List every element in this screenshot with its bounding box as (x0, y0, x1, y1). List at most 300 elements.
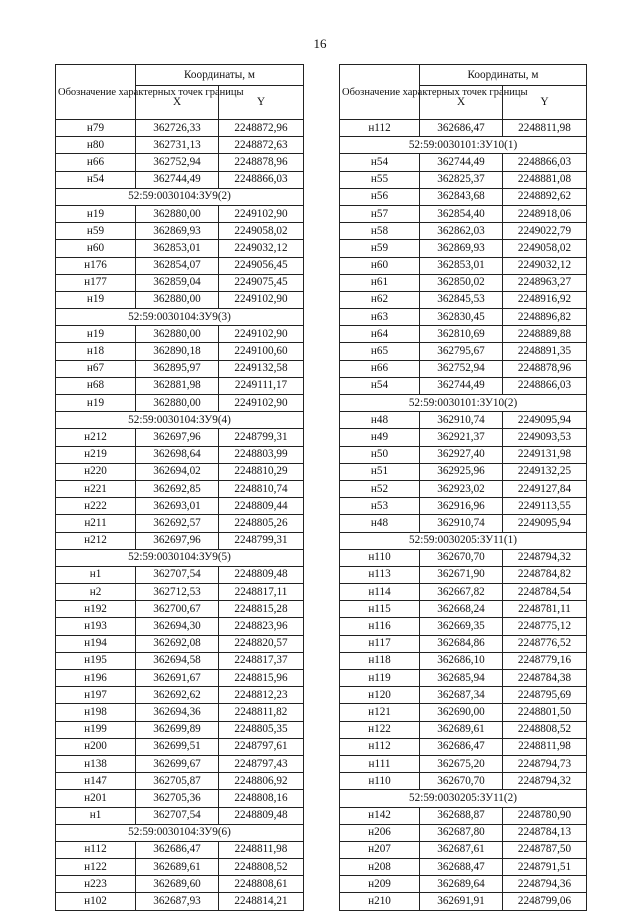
x-coordinate-cell: 362895,97 (136, 360, 219, 377)
header-y: Y (219, 86, 304, 120)
point-name-cell: н54 (56, 171, 136, 188)
y-coordinate-cell: 2248794,73 (503, 755, 587, 772)
point-name-cell: н117 (340, 635, 420, 652)
point-name-cell: н207 (340, 841, 420, 858)
y-coordinate-cell: 2249131,98 (503, 446, 587, 463)
y-coordinate-cell: 2248784,38 (503, 670, 587, 687)
point-name-cell: н111 (340, 755, 420, 772)
x-coordinate-cell: 362707,54 (136, 807, 219, 824)
table-row (340, 566, 587, 583)
y-coordinate-cell: 2249095,94 (503, 515, 587, 532)
table-row (56, 360, 304, 377)
point-name-cell: н60 (56, 240, 136, 257)
table-row (340, 291, 587, 308)
x-coordinate-cell: 362685,94 (420, 670, 503, 687)
table-row (56, 498, 304, 515)
x-coordinate-cell: 362825,37 (420, 171, 503, 188)
x-coordinate-cell: 362853,01 (420, 257, 503, 274)
x-coordinate-cell: 362830,45 (420, 309, 503, 326)
x-coordinate-cell: 362880,00 (136, 395, 219, 412)
point-name-cell: н138 (56, 755, 136, 772)
x-coordinate-cell: 362925,96 (420, 463, 503, 480)
point-name-cell: н147 (56, 773, 136, 790)
point-name-cell: н59 (56, 223, 136, 240)
x-coordinate-cell: 362691,67 (136, 670, 219, 687)
x-coordinate-cell: 362692,62 (136, 687, 219, 704)
y-coordinate-cell: 2248815,28 (219, 601, 304, 618)
y-coordinate-cell: 2248799,31 (219, 532, 304, 549)
y-coordinate-cell: 2248795,69 (503, 687, 587, 704)
point-name-cell: н58 (340, 223, 420, 240)
x-coordinate-cell: 362869,93 (420, 240, 503, 257)
header-x: X (420, 86, 503, 120)
table-row (56, 446, 304, 463)
table-row (340, 154, 587, 171)
section-row (56, 549, 304, 566)
x-coordinate-cell: 362853,01 (136, 240, 219, 257)
x-coordinate-cell: 362707,54 (136, 566, 219, 583)
coordinates-table-right (339, 64, 587, 911)
header-point-name: Обозначение характерных точек границы (340, 65, 420, 120)
section-row (56, 412, 304, 429)
y-coordinate-cell: 2248806,92 (219, 773, 304, 790)
y-coordinate-cell: 2249032,12 (219, 240, 304, 257)
y-coordinate-cell: 2248810,29 (219, 463, 304, 480)
section-row (56, 309, 304, 326)
point-name-cell: н219 (56, 446, 136, 463)
y-coordinate-cell: 2248794,36 (503, 876, 587, 893)
y-coordinate-cell: 2248963,27 (503, 274, 587, 291)
x-coordinate-cell: 362881,98 (136, 377, 219, 394)
point-name-cell: н110 (340, 773, 420, 790)
x-coordinate-cell: 362890,18 (136, 343, 219, 360)
table-row (56, 876, 304, 893)
table-row (340, 601, 587, 618)
table-row (56, 326, 304, 343)
table-row (56, 291, 304, 308)
point-name-cell: н199 (56, 721, 136, 738)
y-coordinate-cell: 2248815,96 (219, 670, 304, 687)
point-name-cell: н208 (340, 859, 420, 876)
point-name-cell: н57 (340, 205, 420, 222)
x-coordinate-cell: 362689,61 (136, 859, 219, 876)
table-row (340, 824, 587, 841)
x-coordinate-cell: 362699,89 (136, 721, 219, 738)
point-name-cell: н122 (340, 721, 420, 738)
y-coordinate-cell: 2248809,48 (219, 807, 304, 824)
section-label: 52:59:0030101:ЗУ10(1) (340, 137, 587, 154)
table-row (340, 412, 587, 429)
header-x: X (136, 86, 219, 120)
y-coordinate-cell: 2248805,35 (219, 721, 304, 738)
point-name-cell: н196 (56, 670, 136, 687)
table-row (56, 670, 304, 687)
y-coordinate-cell: 2248808,52 (219, 859, 304, 876)
point-name-cell: н54 (340, 154, 420, 171)
point-name-cell: н49 (340, 429, 420, 446)
x-coordinate-cell: 362687,80 (420, 824, 503, 841)
table-row (340, 377, 587, 394)
table-row (56, 240, 304, 257)
y-coordinate-cell: 2249095,94 (503, 412, 587, 429)
x-coordinate-cell: 362690,00 (420, 704, 503, 721)
point-name-cell: н65 (340, 343, 420, 360)
x-coordinate-cell: 362684,86 (420, 635, 503, 652)
table-row (340, 807, 587, 824)
section-label: 52:59:0030104:ЗУ9(2) (56, 188, 304, 205)
point-name-cell: н19 (56, 326, 136, 343)
point-name-cell: н50 (340, 446, 420, 463)
x-coordinate-cell: 362880,00 (136, 291, 219, 308)
table-row (56, 859, 304, 876)
point-name-cell: н102 (56, 893, 136, 910)
table-row (56, 463, 304, 480)
x-coordinate-cell: 362705,87 (136, 773, 219, 790)
table-row (56, 515, 304, 532)
x-coordinate-cell: 362688,87 (420, 807, 503, 824)
table-row (56, 395, 304, 412)
table-row (56, 120, 304, 137)
point-name-cell: н118 (340, 652, 420, 669)
table-row (56, 687, 304, 704)
point-name-cell: н19 (56, 291, 136, 308)
table-row (56, 601, 304, 618)
table-row (340, 738, 587, 755)
y-coordinate-cell: 2248797,43 (219, 755, 304, 772)
y-coordinate-cell: 2248866,03 (503, 154, 587, 171)
x-coordinate-cell: 362686,10 (420, 652, 503, 669)
x-coordinate-cell: 362687,93 (136, 893, 219, 910)
table-row (340, 549, 587, 566)
point-name-cell: н142 (340, 807, 420, 824)
x-coordinate-cell: 362669,35 (420, 618, 503, 635)
table-row (56, 790, 304, 807)
table-row (340, 343, 587, 360)
point-name-cell: н1 (56, 807, 136, 824)
x-coordinate-cell: 362691,91 (420, 893, 503, 910)
y-coordinate-cell: 2249022,79 (503, 223, 587, 240)
y-coordinate-cell: 2248892,62 (503, 188, 587, 205)
x-coordinate-cell: 362923,02 (420, 480, 503, 497)
section-row (56, 824, 304, 841)
table-row (340, 188, 587, 205)
y-coordinate-cell: 2248878,96 (219, 154, 304, 171)
table-row (56, 532, 304, 549)
point-name-cell: н61 (340, 274, 420, 291)
point-name-cell: н67 (56, 360, 136, 377)
point-name-cell: н119 (340, 670, 420, 687)
y-coordinate-cell: 2248794,32 (503, 773, 587, 790)
section-row (340, 137, 587, 154)
x-coordinate-cell: 362687,34 (420, 687, 503, 704)
point-name-cell: н212 (56, 532, 136, 549)
point-name-cell: н1 (56, 566, 136, 583)
x-coordinate-cell: 362693,01 (136, 498, 219, 515)
point-name-cell: н221 (56, 480, 136, 497)
x-coordinate-cell: 362694,30 (136, 618, 219, 635)
page-number: 16 (313, 36, 327, 51)
table-row (56, 773, 304, 790)
point-name-cell: н54 (340, 377, 420, 394)
x-coordinate-cell: 362700,67 (136, 601, 219, 618)
point-name-cell: н194 (56, 635, 136, 652)
y-coordinate-cell: 2248780,90 (503, 807, 587, 824)
y-coordinate-cell: 2248791,51 (503, 859, 587, 876)
point-name-cell: н2 (56, 584, 136, 601)
y-coordinate-cell: 2249058,02 (503, 240, 587, 257)
table-row (56, 154, 304, 171)
table-row (56, 738, 304, 755)
x-coordinate-cell: 362692,85 (136, 480, 219, 497)
section-row (56, 188, 304, 205)
y-coordinate-cell: 2248872,96 (219, 120, 304, 137)
point-name-cell: н177 (56, 274, 136, 291)
point-name-cell: н209 (340, 876, 420, 893)
y-coordinate-cell: 2248810,74 (219, 480, 304, 497)
table-row (340, 755, 587, 772)
x-coordinate-cell: 362697,96 (136, 532, 219, 549)
header-point-name: Обозначение характерных точек границы (56, 65, 136, 120)
y-coordinate-cell: 2248809,44 (219, 498, 304, 515)
x-coordinate-cell: 362880,00 (136, 205, 219, 222)
y-coordinate-cell: 2249132,25 (503, 463, 587, 480)
table-row (340, 893, 587, 910)
table-row (56, 721, 304, 738)
point-name-cell: н66 (56, 154, 136, 171)
header-coordinates: Координаты, м (136, 65, 304, 86)
table-row (340, 704, 587, 721)
y-coordinate-cell: 2248787,50 (503, 841, 587, 858)
point-name-cell: н122 (56, 859, 136, 876)
table-row (56, 137, 304, 154)
table-row (56, 704, 304, 721)
y-coordinate-cell: 2249102,90 (219, 395, 304, 412)
y-coordinate-cell: 2248817,11 (219, 584, 304, 601)
y-coordinate-cell: 2248808,61 (219, 876, 304, 893)
point-name-cell: н115 (340, 601, 420, 618)
x-coordinate-cell: 362744,49 (420, 377, 503, 394)
table-row (56, 584, 304, 601)
x-coordinate-cell: 362689,64 (420, 876, 503, 893)
section-row (340, 532, 587, 549)
section-label: 52:59:0030104:ЗУ9(5) (56, 549, 304, 566)
y-coordinate-cell: 2249058,02 (219, 223, 304, 240)
x-coordinate-cell: 362862,03 (420, 223, 503, 240)
table-row (340, 876, 587, 893)
x-coordinate-cell: 362916,96 (420, 498, 503, 515)
y-coordinate-cell: 2248866,03 (219, 171, 304, 188)
y-coordinate-cell: 2248781,11 (503, 601, 587, 618)
section-label: 52:59:0030205:ЗУ11(1) (340, 532, 587, 549)
x-coordinate-cell: 362667,82 (420, 584, 503, 601)
table-row (56, 618, 304, 635)
x-coordinate-cell: 362880,00 (136, 326, 219, 343)
x-coordinate-cell: 362731,13 (136, 137, 219, 154)
table-row (56, 807, 304, 824)
section-label: 52:59:0030104:ЗУ9(3) (56, 309, 304, 326)
x-coordinate-cell: 362869,93 (136, 223, 219, 240)
header-y: Y (503, 86, 587, 120)
table-row (56, 566, 304, 583)
x-coordinate-cell: 362689,60 (136, 876, 219, 893)
y-coordinate-cell: 2249100,60 (219, 343, 304, 360)
x-coordinate-cell: 362845,53 (420, 291, 503, 308)
point-name-cell: н110 (340, 549, 420, 566)
y-coordinate-cell: 2248784,13 (503, 824, 587, 841)
x-coordinate-cell: 362705,36 (136, 790, 219, 807)
point-name-cell: н210 (340, 893, 420, 910)
y-coordinate-cell: 2248817,37 (219, 652, 304, 669)
table-row (56, 480, 304, 497)
y-coordinate-cell: 2249132,58 (219, 360, 304, 377)
x-coordinate-cell: 362688,47 (420, 859, 503, 876)
table-row (56, 171, 304, 188)
y-coordinate-cell: 2248891,35 (503, 343, 587, 360)
y-coordinate-cell: 2248805,26 (219, 515, 304, 532)
x-coordinate-cell: 362686,47 (420, 738, 503, 755)
table-row (340, 463, 587, 480)
point-name-cell: н198 (56, 704, 136, 721)
table-row (56, 205, 304, 222)
x-coordinate-cell: 362921,37 (420, 429, 503, 446)
point-name-cell: н62 (340, 291, 420, 308)
table-row (340, 274, 587, 291)
y-coordinate-cell: 2249032,12 (503, 257, 587, 274)
y-coordinate-cell: 2248823,96 (219, 618, 304, 635)
x-coordinate-cell: 362810,69 (420, 326, 503, 343)
x-coordinate-cell: 362744,49 (136, 171, 219, 188)
point-name-cell: н48 (340, 412, 420, 429)
x-coordinate-cell: 362699,51 (136, 738, 219, 755)
table-row (340, 429, 587, 446)
x-coordinate-cell: 362686,47 (136, 841, 219, 858)
table-row (340, 515, 587, 532)
x-coordinate-cell: 362752,94 (420, 360, 503, 377)
y-coordinate-cell: 2248872,63 (219, 137, 304, 154)
x-coordinate-cell: 362675,20 (420, 755, 503, 772)
table-row (340, 721, 587, 738)
header-coordinates: Координаты, м (420, 65, 587, 86)
x-coordinate-cell: 362687,61 (420, 841, 503, 858)
x-coordinate-cell: 362726,33 (136, 120, 219, 137)
y-coordinate-cell: 2248820,57 (219, 635, 304, 652)
section-label: 52:59:0030104:ЗУ9(4) (56, 412, 304, 429)
point-name-cell: н113 (340, 566, 420, 583)
point-name-cell: н59 (340, 240, 420, 257)
y-coordinate-cell: 2248779,16 (503, 652, 587, 669)
point-name-cell: н53 (340, 498, 420, 515)
table-row (340, 652, 587, 669)
point-name-cell: н68 (56, 377, 136, 394)
y-coordinate-cell: 2248803,99 (219, 446, 304, 463)
y-coordinate-cell: 2248776,52 (503, 635, 587, 652)
point-name-cell: н193 (56, 618, 136, 635)
y-coordinate-cell: 2249113,55 (503, 498, 587, 515)
table-row (56, 343, 304, 360)
table-row (340, 773, 587, 790)
point-name-cell: н79 (56, 120, 136, 137)
table-row (56, 635, 304, 652)
table-row (340, 223, 587, 240)
table-row (56, 223, 304, 240)
x-coordinate-cell: 362686,47 (420, 120, 503, 137)
point-name-cell: н56 (340, 188, 420, 205)
y-coordinate-cell: 2248799,06 (503, 893, 587, 910)
y-coordinate-cell: 2248918,06 (503, 205, 587, 222)
point-name-cell: н60 (340, 257, 420, 274)
point-name-cell: н116 (340, 618, 420, 635)
y-coordinate-cell: 2248866,03 (503, 377, 587, 394)
table-row (56, 893, 304, 910)
y-coordinate-cell: 2248799,31 (219, 429, 304, 446)
y-coordinate-cell: 2249102,90 (219, 205, 304, 222)
point-name-cell: н176 (56, 257, 136, 274)
y-coordinate-cell: 2248811,98 (503, 738, 587, 755)
point-name-cell: н201 (56, 790, 136, 807)
section-row (340, 790, 587, 807)
table-row (340, 240, 587, 257)
table-row (340, 618, 587, 635)
section-label: 52:59:0030104:ЗУ9(6) (56, 824, 304, 841)
table-row (340, 205, 587, 222)
point-name-cell: н206 (340, 824, 420, 841)
x-coordinate-cell: 362795,67 (420, 343, 503, 360)
y-coordinate-cell: 2249127,84 (503, 480, 587, 497)
table-row (340, 360, 587, 377)
y-coordinate-cell: 2248811,98 (219, 841, 304, 858)
y-coordinate-cell: 2248811,82 (219, 704, 304, 721)
table-row (56, 429, 304, 446)
coordinates-table-left (55, 64, 304, 911)
table-row (340, 498, 587, 515)
x-coordinate-cell: 362694,58 (136, 652, 219, 669)
x-coordinate-cell: 362668,24 (420, 601, 503, 618)
point-name-cell: н192 (56, 601, 136, 618)
y-coordinate-cell: 2248808,16 (219, 790, 304, 807)
y-coordinate-cell: 2249111,17 (219, 377, 304, 394)
section-row (340, 395, 587, 412)
x-coordinate-cell: 362697,96 (136, 429, 219, 446)
x-coordinate-cell: 362744,49 (420, 154, 503, 171)
table-row (56, 377, 304, 394)
table-row (340, 687, 587, 704)
y-coordinate-cell: 2248814,21 (219, 893, 304, 910)
section-label: 52:59:0030101:ЗУ10(2) (340, 395, 587, 412)
x-coordinate-cell: 362692,57 (136, 515, 219, 532)
x-coordinate-cell: 362692,08 (136, 635, 219, 652)
x-coordinate-cell: 362712,53 (136, 584, 219, 601)
point-name-cell: н114 (340, 584, 420, 601)
table-row (340, 841, 587, 858)
point-name-cell: н55 (340, 171, 420, 188)
table-row (56, 841, 304, 858)
table-row (340, 309, 587, 326)
x-coordinate-cell: 362910,74 (420, 515, 503, 532)
point-name-cell: н52 (340, 480, 420, 497)
table-row (56, 274, 304, 291)
point-name-cell: н120 (340, 687, 420, 704)
y-coordinate-cell: 2248809,48 (219, 566, 304, 583)
point-name-cell: н112 (56, 841, 136, 858)
point-name-cell: н223 (56, 876, 136, 893)
y-coordinate-cell: 2248801,50 (503, 704, 587, 721)
x-coordinate-cell: 362699,67 (136, 755, 219, 772)
point-name-cell: н51 (340, 463, 420, 480)
x-coordinate-cell: 362671,90 (420, 566, 503, 583)
y-coordinate-cell: 2248808,52 (503, 721, 587, 738)
x-coordinate-cell: 362670,70 (420, 549, 503, 566)
x-coordinate-cell: 362859,04 (136, 274, 219, 291)
